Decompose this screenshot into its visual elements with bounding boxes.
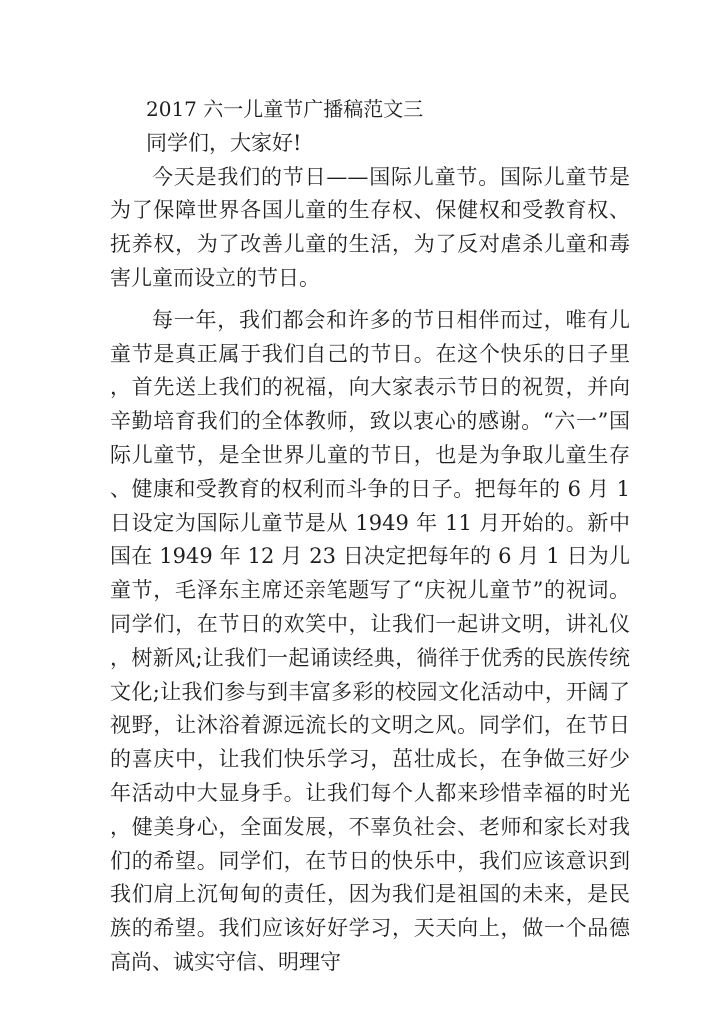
greeting-line: 同学们，大家好!: [146, 130, 302, 155]
paragraph-main: 每一年，我们都会和许多的节日相伴而过，唯有儿童节是真正属于我们自己的节日。在这个快乐的日子里，首先送上我们的祝福，向大家表示节日的祝贺，并向辛勤培育我们的全体教师，致以衷心的感谢。“六一”国际儿童节，是全世界儿童的节日，也是为争取儿童生存、健康和受教育的权利而斗争的日子。把每年的 6 月 1 日设定为国际儿童节是从 1949 年 11 月开始的。新中国在 1949 年 12 月 23 日决定把每年的 6 月 1 日为儿童节，毛泽东主席还亲笔题写了“庆祝儿童节”的祝词。同学们，在节日的欢笑中，让我们一起讲文明，讲礼仪，树新风;让我们一起诵读经典，徜徉于优秀的民族传统文化;让我们参与到丰富多彩的校园文化活动中，开阔了视野，让沐浴着源远流长的文明之风。同学们，在节日的喜庆中，让我们快乐学习，茁壮成长，在争做三好少年活动中大显身手。让我们每个人都来珍惜幸福的时光，健美身心，全面发展，不辜负社会、老师和家长对我们的希望。同学们，在节日的快乐中，我们应该意识到我们肩上沉甸甸的责任，因为我们是祖国的未来，是民族的希望。我们应该好好学习，天天向上，做一个品德高尚、诚实守信、明理守: [110, 307, 630, 974]
paragraph-intro: 今天是我们的节日——国际儿童节。国际儿童节是为了保障世界各国儿童的生存权、保健权和受教育权、抚养权，为了改善儿童的生活，为了反对虐杀儿童和毒害儿童而设立的节日。: [110, 164, 630, 290]
document-title: 2017 六一儿童节广播稿范文三: [146, 97, 424, 121]
document-body: [110, 93, 630, 980]
